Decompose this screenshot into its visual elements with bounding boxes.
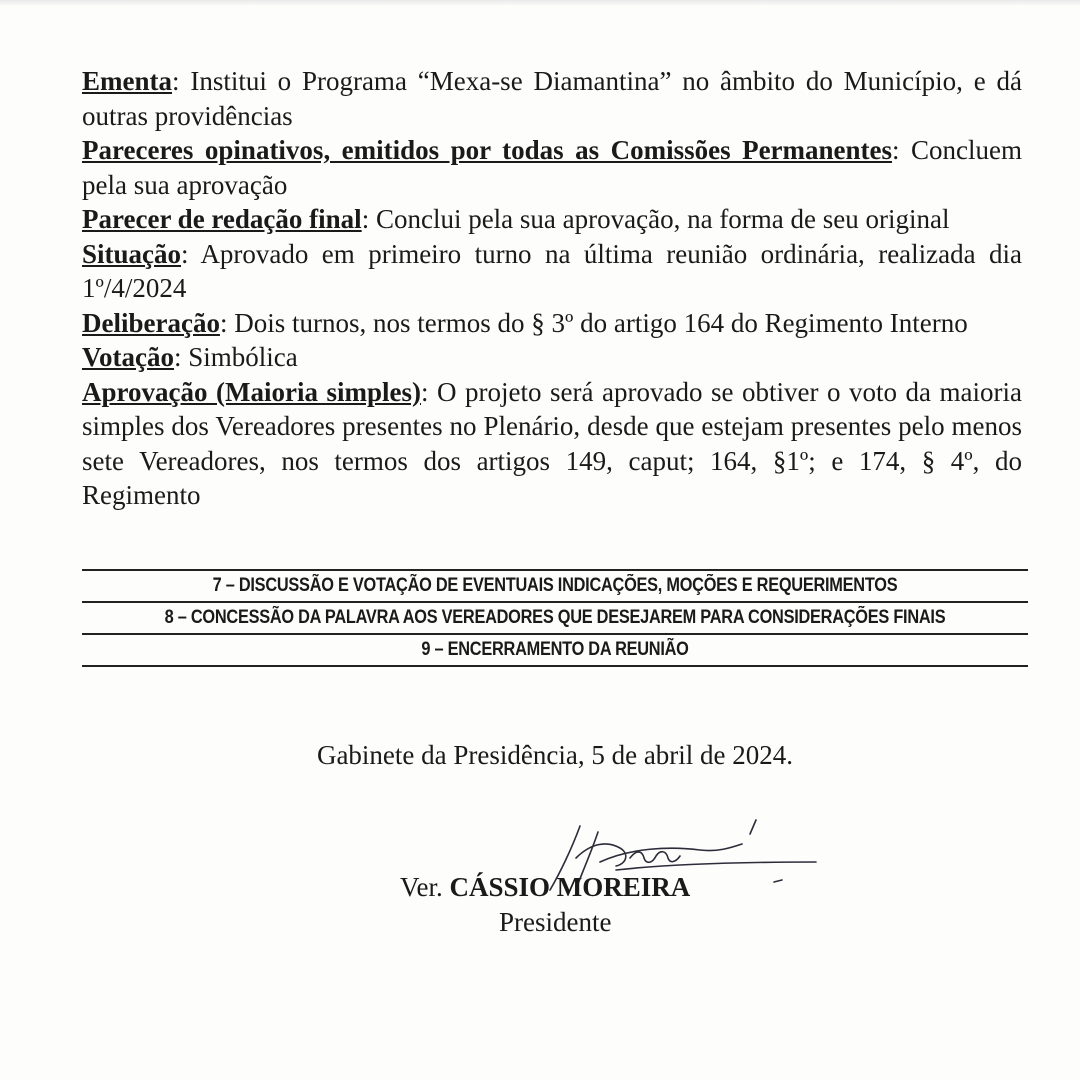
- field-value: Dois turnos, nos termos do § 3º do artigo 164 do Regimento Interno: [234, 307, 968, 338]
- field-pareceres: Pareceres opinativos, emitidos por todas as Comissões Permanentes: Concluem pela sua aprovação: [82, 135, 1022, 200]
- agenda-sections: [82, 569, 1028, 667]
- field-label: Pareceres opinativos, emitidos por todas as Comissões Permanentes: [82, 135, 893, 165]
- agenda-item-details: [82, 64, 1022, 513]
- signer-name: CÁSSIO MOREIRA: [449, 872, 691, 902]
- signer-line: [400, 872, 690, 903]
- field-value: Concluem pela sua aprovação: [82, 135, 1022, 200]
- section-7-heading: 7 – DISCUSSÃO E VOTAÇÃO DE EVENTUAIS INDICAÇÕES, MOÇÕES E REQUERIMENTOS: [212, 575, 898, 596]
- field-label: Aprovação (Maioria simples): [82, 376, 421, 407]
- signer-prefix: Ver.: [400, 872, 443, 902]
- field-label: Situação: [82, 238, 182, 269]
- signer-role: Presidente: [499, 907, 612, 937]
- field-votacao: Votação: Simbólica: [82, 342, 298, 372]
- field-value: Conclui pela sua aprovação, na forma de seu original: [375, 204, 950, 234]
- field-deliberacao: Deliberação: Dois turnos, nos termos do § 3º do artigo 164 do Regimento Interno: [82, 307, 968, 338]
- field-ementa: Ementa: Institui o Programa “Mexa-se Diamantina” no âmbito do Município, e dá outras providências: [82, 66, 1022, 131]
- field-value: O projeto será aprovado se obtiver o voto da maioria simples dos Vereadores presentes no Plenário, desde que estejam presentes pelo menos sete Vereadores, nos termos dos artigos 149, caput; 164, §1º; e 174, § 4º, do Regimento: [82, 376, 1022, 510]
- field-situacao: Situação: Aprovado em primeiro turno na última reunião ordinária, realizada dia 1º/4/2024: [82, 238, 1022, 303]
- field-parecer-redacao-final: Parecer de redação final: Conclui pela sua aprovação, na forma de seu original: [82, 204, 950, 234]
- page-top-edge: [0, 0, 1080, 6]
- section-9-heading: 9 – ENCERRAMENTO DA REUNIÃO: [421, 639, 689, 660]
- field-label: Votação: [82, 342, 174, 372]
- field-aprovacao: Aprovação (Maioria simples): O projeto será aprovado se obtiver o voto da maioria simples dos Vereadores presentes no Plenário, desde que estejam presentes pelo menos sete Vereadores, nos termos dos artigos 149, caput; 164, §1º; e 174, § 4º, do Regimento: [82, 376, 1022, 510]
- field-value: Institui o Programa “Mexa-se Diamantina” no âmbito do Município, e dá outras providências: [82, 66, 1022, 131]
- section-8-heading: 8 – CONCESSÃO DA PALAVRA AOS VEREADORES QUE DESEJAREM PARA CONSIDERAÇÕES FINAIS: [164, 607, 946, 628]
- divider: [82, 665, 1028, 667]
- field-value: Simbólica: [188, 342, 298, 372]
- field-label: Parecer de redação final: [82, 204, 362, 234]
- field-label: Ementa: [82, 66, 172, 96]
- signature-block: [400, 818, 820, 948]
- closing-place-date: Gabinete da Presidência, 5 de abril de 2024.: [316, 740, 794, 770]
- field-value: Aprovado em primeiro turno na última reunião ordinária, realizada dia 1º/4/2024: [82, 238, 1022, 303]
- field-label: Deliberação: [82, 307, 220, 338]
